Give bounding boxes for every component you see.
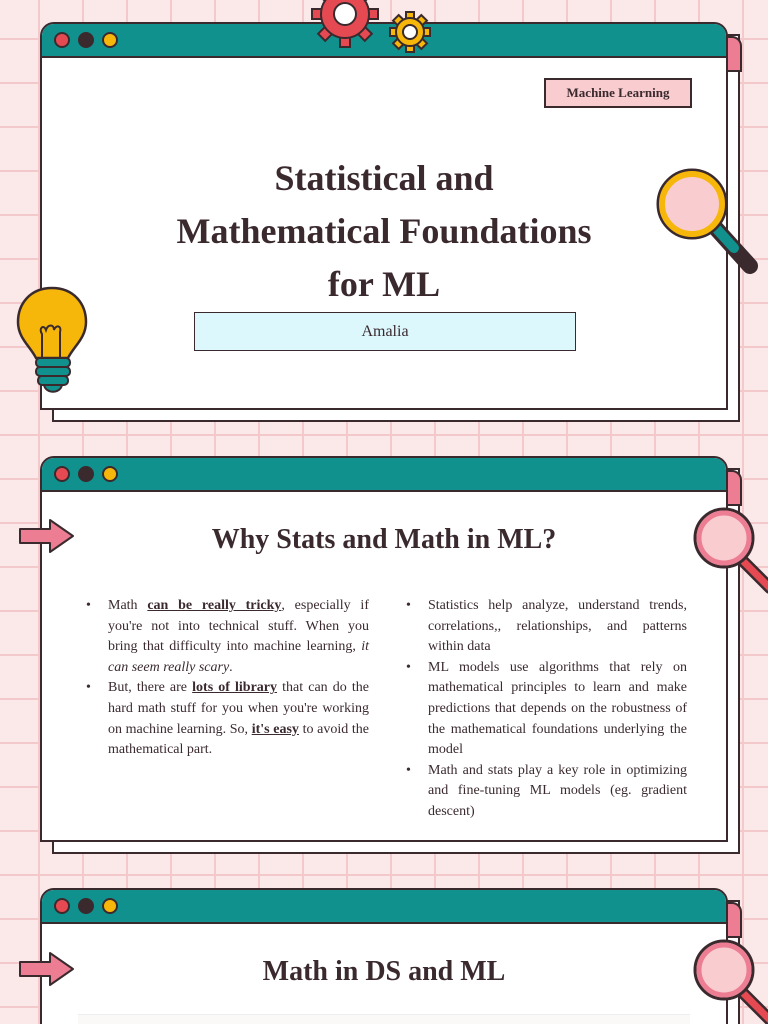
slide-window (40, 456, 728, 842)
close-dot-icon (54, 898, 70, 914)
slide-window (40, 888, 728, 1024)
presentation-title (42, 152, 726, 311)
maximize-dot-icon (102, 466, 118, 482)
minimize-dot-icon (78, 466, 94, 482)
close-dot-icon (54, 32, 70, 48)
window-titlebar (42, 24, 726, 58)
arrow-right-icon (18, 951, 76, 987)
author-name: Amalia (194, 312, 576, 351)
title-line: Mathematical Foundations (176, 211, 592, 251)
math-in-ds-slide (40, 888, 728, 1024)
magnifying-glass-icon (690, 934, 768, 1024)
window-titlebar (42, 890, 726, 924)
magnifying-glass-icon (690, 502, 768, 598)
window-titlebar (42, 458, 726, 492)
slide-window (40, 22, 728, 410)
arrow-right-icon (18, 518, 76, 554)
minimize-dot-icon (78, 898, 94, 914)
close-dot-icon (54, 466, 70, 482)
small-gear-icon (388, 10, 432, 54)
right-bullet-column (402, 596, 687, 823)
title-line: for ML (327, 264, 441, 304)
why-stats-slide (40, 456, 728, 842)
maximize-dot-icon (102, 898, 118, 914)
bullet-item: • Math can be really tricky, especially if you're not into technical stuff. When you bring that difficulty into machine learning, it can seem really scary. (82, 596, 369, 678)
maximize-dot-icon (102, 32, 118, 48)
bullet-item: • ML models use algorithms that rely on mathematical principles to learn and make predictions that depends on the robustness of the mathematical foundations underlying the model (402, 658, 687, 761)
magnifying-glass-icon (650, 162, 762, 278)
bullet-item: • Math and stats play a key role in optimizing and fine-tuning ML models (eg. gradient descent) (402, 761, 687, 823)
slide-heading: Why Stats and Math in ML? (211, 524, 557, 555)
title-line: Statistical and (274, 158, 494, 198)
minimize-dot-icon (78, 32, 94, 48)
bullet-item: • Statistics help analyze, understand trends, correlations,, relationships, and patterns within data (402, 596, 687, 658)
slide-heading: Math in DS and ML (262, 956, 506, 987)
topic-tag: Machine Learning (544, 78, 692, 108)
gear-icon (308, 0, 384, 52)
lightbulb-icon (14, 284, 94, 402)
left-bullet-column (82, 596, 369, 761)
bullet-item: • But, there are lots of library that can do the hard math stuff for you when you're working on machine learning. So, it's easy to avoid the mathematical part. (82, 678, 369, 760)
content-preview (78, 1014, 690, 1024)
title-slide (40, 22, 728, 410)
